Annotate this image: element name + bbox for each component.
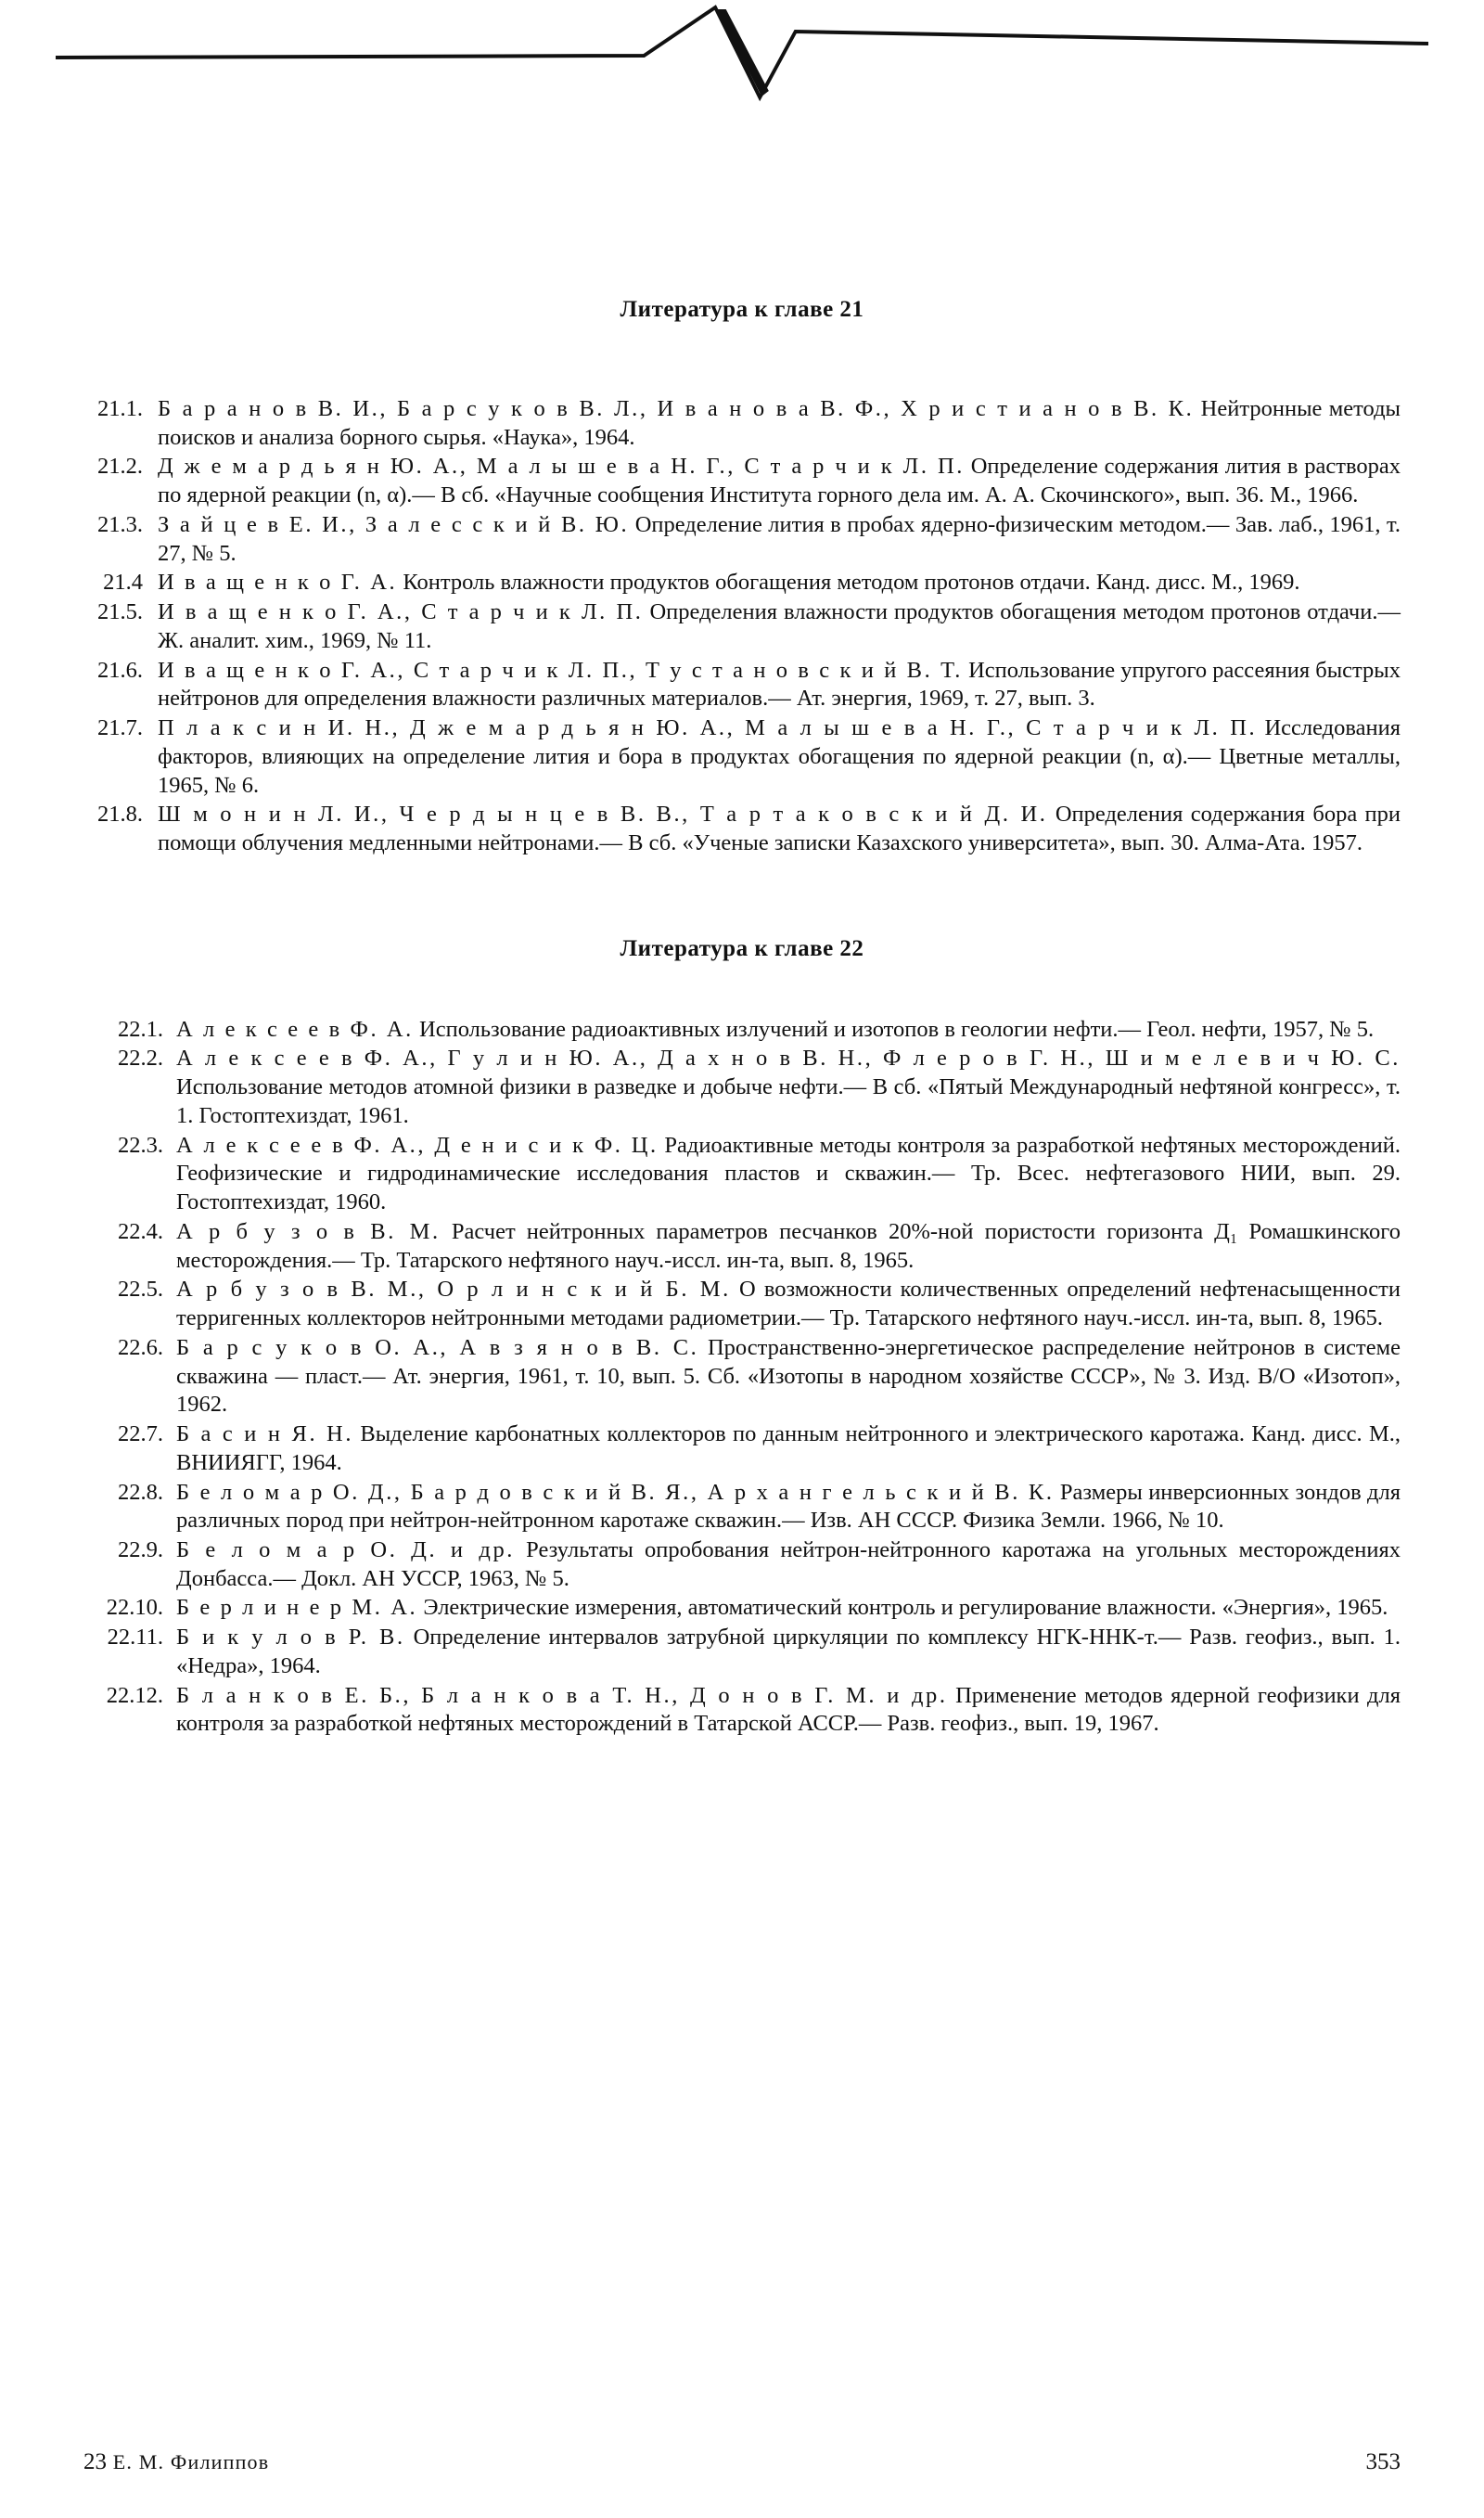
reference-authors: Б а р с у к о в О. А., А в з я н о в В. С. <box>176 1334 699 1360</box>
reference-number: 21.7. <box>97 715 143 741</box>
footer-signature-number: 23 <box>83 2449 107 2474</box>
reference-authors: Б а р а н о в В. И., Б а р с у к о в В. Л., И в а н о в а В. Ф., Х р и с т и а н о в В. К. <box>158 396 1195 421</box>
reference-body <box>176 1536 1401 1593</box>
reference-body <box>158 395 1401 452</box>
reference-item <box>83 453 1401 509</box>
reference-number: 22.6. <box>118 1334 163 1360</box>
reference-authors: Б е р л и н е р М. А. <box>176 1595 418 1621</box>
reference-number: 22.12. <box>106 1682 163 1708</box>
reference-item <box>83 1594 1401 1623</box>
reference-authors: А л е к с е е в Ф. А., Д е н и с и к Ф. Ц. <box>176 1132 659 1158</box>
reference-text: Нейтронные методы поисков и анализа борного сырья. «Наука», 1964. <box>158 396 1401 450</box>
reference-text: Определение содержания лития в растворах по ядерной реакции (n, α).— В сб. «Научные сообщения Института горного дела им. А. А. Скочинского», вып. 36. М., 1966. <box>158 454 1401 508</box>
reference-body <box>176 1132 1401 1217</box>
reference-number: 22.1. <box>118 1016 163 1042</box>
decorative-header-rule <box>56 0 1428 130</box>
reference-text: Расчет нейтронных параметров песчанков 20%-ной пористости горизонта Д₁ Ромашкинского месторождения.— Тр. Татарского нефтяного науч.-иссл. ин-та, вып. 8, 1965. <box>176 1218 1401 1273</box>
reference-body <box>176 1594 1401 1623</box>
reference-item <box>83 657 1401 713</box>
reference-item <box>83 598 1401 655</box>
reference-body <box>176 1479 1401 1535</box>
footer-author-name: Е. М. Филиппов <box>112 2450 270 2473</box>
reference-body <box>176 1682 1401 1739</box>
reference-number: 21.3. <box>97 511 143 537</box>
reference-number: 22.3. <box>118 1132 163 1158</box>
reference-number: 22.7. <box>118 1421 163 1447</box>
reference-item <box>83 1016 1401 1045</box>
reference-item <box>83 1479 1401 1535</box>
reference-authors: Б е л о м а р О. Д. и др. <box>176 1536 516 1562</box>
reference-item <box>83 1420 1401 1477</box>
reference-body <box>176 1045 1401 1130</box>
reference-text: Применение методов ядерной геофизики для контроля за разработкой нефтяных месторождений в Татарской АССР.— Разв. геофиз., вып. 19, 1967. <box>176 1682 1401 1737</box>
reference-number: 22.5. <box>118 1277 163 1303</box>
reference-text: О возможности количественных определений нефтенасыщенности терригенных коллекторов нейтронными методами радиометрии.— Тр. Татарского нефтяного науч.-иссл. ин-та, вып. 8, 1965. <box>176 1277 1401 1331</box>
reference-item <box>83 511 1401 568</box>
reference-list-chapter-22 <box>83 1016 1401 1739</box>
reference-authors: Б а с и н Я. Н. <box>176 1421 354 1447</box>
reference-authors: Б е л о м а р О. Д., Б а р д о в с к и й В. Я., А р х а н г е л ь с к и й В. К. <box>176 1479 1055 1505</box>
reference-text: Результаты опробования нейтрон-нейтронного каротажа на угольных месторождениях Донбасса.— Докл. АН УССР, 1963, № 5. <box>176 1536 1401 1591</box>
reference-authors: А л е к с е е в Ф. А., Г у л и н Ю. А., Д а х н о в В. Н., Ф л е р о в Г. Н., Ш и м е л е в и ч Ю. С. <box>176 1046 1401 1072</box>
reference-body <box>158 801 1401 857</box>
reference-authors: З а й ц е в Е. И., З а л е с с к и й В. Ю. <box>158 511 630 537</box>
reference-item <box>83 1536 1401 1593</box>
reference-text: Определение лития в пробах ядерно-физическим методом.— Зав. лаб., 1961, т. 27, № 5. <box>158 511 1401 566</box>
reference-authors: Б л а н к о в Е. Б., Б л а н к о в а Т. Н., Д о н о в Г. М. и др. <box>176 1682 948 1708</box>
reference-number: 21.6. <box>97 657 143 683</box>
reference-number: 22.8. <box>118 1479 163 1505</box>
reference-text: Определение интервалов затрубной циркуляции по комплексу НГК-ННК-т.— Разв. геофиз., вып. 1. «Недра», 1964. <box>176 1625 1401 1678</box>
reference-item <box>83 1334 1401 1420</box>
reference-body <box>176 1624 1401 1680</box>
reference-number: 22.4. <box>118 1218 163 1244</box>
reference-number: 21.8. <box>97 802 143 828</box>
reference-authors: А л е к с е е в Ф. А. <box>176 1016 414 1042</box>
reference-body <box>158 511 1401 568</box>
reference-body <box>158 569 1401 597</box>
reference-item <box>83 395 1401 452</box>
reference-authors: П л а к с и н И. Н., Д ж е м а р д ь я н Ю. А., М а л ы ш е в а Н. Г., С т а р ч и к Л. П. <box>158 715 1258 741</box>
reference-item <box>83 1682 1401 1739</box>
reference-text: Радиоактивные методы контроля за разработкой нефтяных месторождений. Геофизические и гидродинамические исследования пластов и скважин.— Тр. Всес. нефтегазового НИИ, вып. 29. Гостоптехиздат, 1960. <box>176 1132 1401 1215</box>
reference-item <box>83 1276 1401 1332</box>
reference-number: 21.2. <box>97 454 143 480</box>
reference-number: 21.5. <box>97 599 143 625</box>
reference-body <box>176 1016 1401 1045</box>
reference-number: 22.10. <box>106 1595 163 1621</box>
reference-text: Использование упругого рассеяния быстрых нейтронов для определения влажности различных материалов.— Ат. энергия, 1969, т. 27, вып. 3. <box>158 657 1401 712</box>
page-number: 353 <box>1365 2449 1401 2474</box>
reference-text: Использование радиоактивных излучений и изотопов в геологии нефти.— Геол. нефти, 1957, № 5. <box>413 1016 1375 1042</box>
page-footer <box>83 2449 1401 2475</box>
reference-body <box>158 657 1401 713</box>
reference-item <box>83 714 1401 800</box>
reference-number: 22.11. <box>107 1625 163 1651</box>
reference-authors: И в а щ е н к о Г. А., С т а р ч и к Л. П. <box>158 599 644 625</box>
reference-list-chapter-21 <box>83 395 1401 858</box>
reference-number: 21.4 <box>103 570 143 596</box>
reference-text: Определения содержания бора при помощи облучения медленными нейтронами.— В сб. «Ученые записки Казахского университета», вып. 30. Алма-Ата. 1957. <box>158 802 1401 856</box>
reference-text: Электрические измерения, автоматический контроль и регулирование влажности. «Энергия», 1965. <box>417 1595 1388 1621</box>
reference-item <box>83 1218 1401 1275</box>
reference-body <box>176 1420 1401 1477</box>
reference-body <box>176 1218 1401 1275</box>
reference-text: Размеры инверсионных зондов для различных пород при нейтрон-нейтронном каротаже скважин.— Изв. АН СССР. Физика Земли. 1966, № 10. <box>176 1479 1401 1534</box>
reference-text: Использование методов атомной физики в разведке и добыче нефти.— В сб. «Пятый Международный нефтяной конгресс», т. 1. Гостоптехиздат, 1961. <box>176 1074 1401 1128</box>
footer-signature-block <box>83 2449 269 2475</box>
reference-number: 21.1. <box>97 396 143 421</box>
reference-body <box>176 1334 1401 1420</box>
reference-authors: А р б у з о в В. М. <box>176 1218 441 1244</box>
reference-text: Пространственно-энергетическое распределение нейтронов в системе скважина — пласт.— Ат. энергия, 1961, т. 10, вып. 5. Сб. «Изотопы в народном хозяйстве СССР», № 3. Изд. В/О «Изотоп», 1962. <box>176 1334 1401 1418</box>
reference-authors: Б и к у л о в Р. В. <box>176 1625 405 1651</box>
reference-number: 22.2. <box>118 1046 163 1072</box>
reference-text: Контроль влажности продуктов обогащения методом протонов отдачи. Канд. дисс. М., 1969. <box>397 570 1300 596</box>
reference-item <box>83 1624 1401 1680</box>
reference-text: Определения влажности продуктов обогащения методом протонов отдачи.— Ж. аналит. хим., 1969, № 11. <box>158 599 1401 653</box>
reference-item <box>83 569 1401 597</box>
reference-body <box>158 598 1401 655</box>
reference-body <box>158 714 1401 800</box>
reference-authors: И в а щ е н к о Г. А. <box>158 570 398 596</box>
reference-text: Выделение карбонатных коллекторов по данным нейтронного и электрического каротажа. Канд. дисс. М., ВНИИЯГГ, 1964. <box>176 1421 1401 1475</box>
reference-body <box>158 453 1401 509</box>
reference-item <box>83 1045 1401 1130</box>
reference-authors: Ш м о н и н Л. И., Ч е р д ы н ц е в В. В., Т а р т а к о в с к и й Д. И. <box>158 802 1048 828</box>
reference-authors: И в а щ е н к о Г. А., С т а р ч и к Л. П., Т у с т а н о в с к и й В. Т. <box>158 657 963 683</box>
section-title-chapter-21: Литература к главе 21 <box>620 297 864 322</box>
reference-item <box>83 1132 1401 1217</box>
reference-authors: Д ж е м а р д ь я н Ю. А., М а л ы ш е в а Н. Г., С т а р ч и к Л. П. <box>158 454 965 480</box>
reference-authors: А р б у з о в В. М., О р л и н с к и й Б. М. <box>176 1277 731 1303</box>
reference-body <box>176 1276 1401 1332</box>
section-title-chapter-22: Литература к главе 22 <box>620 935 864 961</box>
reference-text: Исследования факторов, влияющих на определение лития и бора в продуктах обогащения по ядерной реакции (n, α).— Цветные металлы, 1965, № 6. <box>158 715 1401 798</box>
reference-item <box>83 801 1401 857</box>
reference-number: 22.9. <box>118 1536 163 1562</box>
